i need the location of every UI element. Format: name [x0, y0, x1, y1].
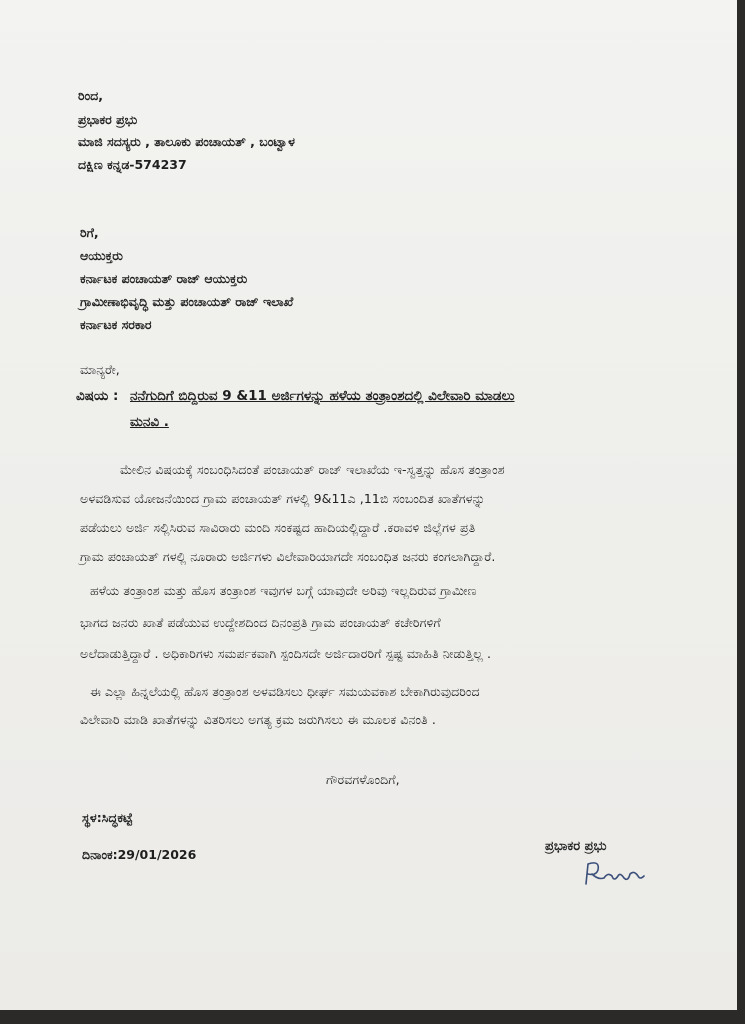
body-line: ಹಳೆಯ ತಂತ್ರಾಂಶ ಮತ್ತು ಹೊಸ ತಂತ್ರಾಂಶ ಇವುಗಳ ಬಗ್ಗೆ ಯಾವುದೇ ಅರಿವು ಇಲ್ಲದಿರುವ ಗ್ರಾಮೀಣ [90, 583, 477, 598]
body-line: ಪಡೆಯಲು ಅರ್ಜಿ ಸಲ್ಲಿಸಿರುವ ಸಾವಿರಾರು ಮಂದಿ ಸಂಕಷ್ಟದ ಹಾದಿಯಲ್ಲಿದ್ದಾರೆ .ಕರಾವಳಿ ಜಿಲ್ಲೆಗಳ ಪ್ರತಿ [80, 520, 476, 535]
body-line: ಅಳವಡಿಸುವ ಯೋಜನೆಯಿಂದ ಗ್ರಾಮ ಪಂಚಾಯತ್ ಗಳಲ್ಲಿ 9&11ಎ ,11ಬಿ ಸಂಬಂದಿತ ಖಾತೆಗಳನ್ನು [80, 491, 486, 506]
subject-line-2: ಮನವಿ . [130, 414, 169, 430]
body-line: ಗ್ರಾಮ ಪಂಚಾಯತ್ ಗಳಲ್ಲಿ ನೂರಾರು ಅರ್ಜಿಗಳು ವಿಲೇವಾರಿಯಾಗದೇ ಸಂಬಂಧಿತ ಜನರು ಕಂಗಲಾಗಿದ್ದಾರೆ. [80, 549, 496, 564]
subject-line-1: ನನೆಗುದಿಗೆ ಬಿದ್ದಿರುವ 9 &11 ಅರ್ಜಿಗಳನ್ನು ಹಳೆಯ ತಂತ್ರಾಂಶದಲ್ಲಿ ವಿಲೇವಾರಿ ಮಾಡಲು [130, 388, 515, 404]
signatory-name: ಪ್ರಭಾಕರ ಪ್ರಭು [545, 839, 607, 854]
recipient-line-3: ಗ್ರಾಮೀಣಾಭಿವೃದ್ಧಿ ಮತ್ತು ಪಂಚಾಯತ್ ರಾಜ್ ಇಲಾಖೆ [80, 294, 294, 309]
subject-label: ವಿಷಯ : [76, 388, 119, 404]
sender-address: ದಕ್ಷಿಣ ಕನ್ನಡ-574237 [78, 157, 187, 172]
body-line: ಮೇಲಿನ ವಿಷಯಕ್ಕೆ ಸಂಬಂಧಿಸಿದಂತೆ ಪಂಚಾಯತ್ ರಾಜ್ ಇಲಾಖೆಯ ಇ-ಸ್ವತ್ತನ್ನು ಹೊಸ ತಂತ್ರಾಂಶ [120, 462, 505, 477]
from-label: ರಿಂದ, [78, 88, 103, 103]
recipient-line-1: ಆಯುಕ್ತರು [80, 248, 123, 263]
body-line: ಈ ಎಲ್ಲಾ ಹಿನ್ನಲೆಯಲ್ಲಿ ಹೊಸ ತಂತ್ರಾಂಶ ಅಳವಡಿಸಲು ಧೀರ್ಘ ಸಮಯವಕಾಶ ಬೇಕಾಗಿರುವುದರಿಂದ [90, 684, 480, 699]
recipient-line-4: ಕರ್ನಾಟಕ ಸರಕಾರ [80, 317, 152, 332]
to-label: ರಿಗೆ, [80, 225, 99, 240]
body-line: ವಿಲೇವಾರಿ ಮಾಡಿ ಖಾತೆಗಳನ್ನು ವಿತರಿಸಲು ಅಗತ್ಯ ಕ್ರಮ ಜರುಗಿಸಲು ಈ ಮೂಲಕ ವಿನಂತಿ . [80, 712, 436, 727]
salutation: ಮಾನ್ಯರೇ, [80, 362, 120, 377]
body-line: ಭಾಗದ ಜನರು ಖಾತೆ ಪಡೆಯುವ ಉದ್ದೇಶದಿಂದ ದಿನಂಪ್ರತಿ ಗ್ರಾಮ ಪಂಚಾಯತ್ ಕಚೇರಿಗಳಿಗೆ [80, 615, 441, 630]
closing: ಗೌರವಗಳೊಂದಿಗೆ, [326, 772, 400, 787]
sender-designation: ಮಾಜಿ ಸದಸ್ಯರು , ತಾಲೂಕು ಪಂಚಾಯತ್ , ಬಂಟ್ವಾಳ [78, 134, 295, 149]
body-line: ಅಲೆದಾಡುತ್ತಿದ್ದಾರೆ . ಅಧಿಕಾರಿಗಳು ಸಮರ್ಪಕವಾಗಿ ಸ್ಪಂದಿಸದೇ ಅರ್ಜಿದಾರರಿಗೆ ಸ್ಪಷ್ಟ ಮಾಹಿತಿ ನೀಡುತ್ತಿಲ್ಲ . [80, 646, 492, 661]
date: ದಿನಾಂಕ:29/01/2026 [82, 847, 197, 862]
recipient-line-2: ಕರ್ನಾಟಕ ಪಂಚಾಯತ್ ರಾಜ್ ಆಯುಕ್ತರು [80, 271, 248, 286]
place: ಸ್ಥಳ:ಸಿದ್ಧಕಟ್ಟೆ [82, 810, 133, 825]
sender-name: ಪ್ರಭಾಕರ ಪ್ರಭು [78, 112, 138, 127]
